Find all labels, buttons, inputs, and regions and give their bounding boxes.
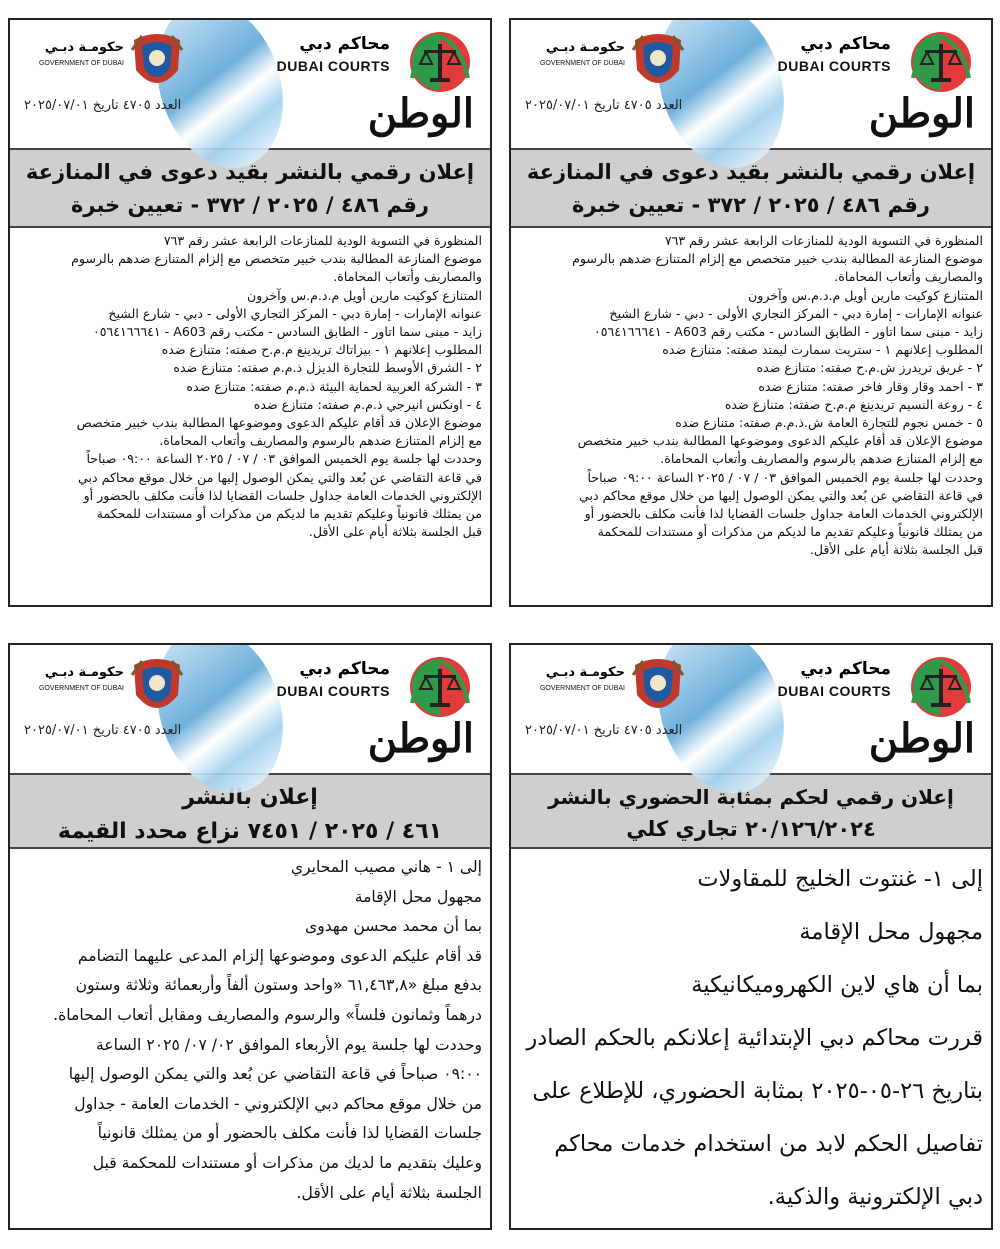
government-name-en: GOVERNMENT OF DUBAI (539, 685, 625, 692)
newspaper-masthead: الوطن (868, 90, 975, 137)
notice-body-line: والمصاريف وأتعاب المحاماة. (333, 269, 482, 285)
notice-panel-2 (8, 18, 492, 607)
falcon-emblem-icon (128, 655, 186, 723)
courts-name-ar: محاكم دبي (299, 659, 390, 679)
issue-number-date: العدد ٤٧٠٥ تاريخ ٢٠٢٥/٠٧/٠١ (525, 98, 683, 113)
notice-body-line: موضوع المنازعة المطالبة بندب خبير متخصص مع إلزام المتنازع ضدهم بالرسوم (572, 251, 983, 267)
notice-body-line: قبل الجلسة بثلاثة أيام على الأقل. (308, 524, 482, 540)
newspaper-masthead: الوطن (367, 90, 474, 137)
courts-name-ar: محاكم دبي (800, 659, 891, 679)
government-name-en: GOVERNMENT OF DUBAI (539, 60, 625, 67)
notice-body-line: من خلال موقع محاكم دبي الإلكتروني - الخدمات العامة - جداول (74, 1094, 482, 1113)
courts-name-en: DUBAI COURTS (777, 58, 891, 74)
notice-body-line: الإلكتروني الخدمات العامة جداول جلسات القضايا لذا فأنت مكلف بالحضور أو (584, 506, 983, 522)
notice-body-line: ٢ - غريق تريدرز ش.م.ح صفته: متنازع ضده (756, 360, 983, 376)
notice-body-line: تفاصيل الحكم لابد من استخدام خدمات محاكم (554, 1131, 983, 1157)
notice-body-line: ٢ - الشرق الأوسط للتجارة الديزل ذ.م.م صفته: متنازع ضده (173, 360, 482, 376)
notice-body-line: إلى ١ - هاني مصيب المحايري (290, 858, 482, 876)
notice-title-line-2: ٤٦١ / ٢٠٢٥ / ٧٤٥١ نزاع محدد القيمة (57, 819, 443, 844)
notice-body-line: المطلوب إعلانهم ١ - بيزاتاك تريدينغ م.م.ح صفته: متنازع ضده (161, 342, 482, 358)
notice-body (10, 849, 490, 1212)
notice-body-line: والمصاريف وأتعاب المحاماة. (834, 269, 983, 285)
notice-body-line: ٣ - الشركة العربية لحماية البيئة ذ.م.م صفته: متنازع ضده (186, 378, 482, 394)
notice-body-line: في قاعة التقاضي عن بُعد والتي يمكن الوصول إليها من خلال موقع محاكم دبي (579, 487, 983, 503)
dubai-courts-logo (779, 28, 979, 98)
notice-body-line: المتنازع كوكيت مارين أويل م.د.م.س وآخرون (748, 287, 983, 303)
notice-body-line: بتاريخ ٢٦-٠٥-٢٠٢٥ بمثابة الحضوري، للإطلاع على (532, 1078, 983, 1104)
notice-body-line: في قاعة التقاضي عن بُعد والتي يمكن الوصول إليها من خلال موقع محاكم دبي (78, 469, 482, 485)
notice-body-line: مع إلزام المتنازع ضدهم بالرسوم والمصاريف وأتعاب المحاماة. (159, 433, 482, 449)
issue-number-date: العدد ٤٧٠٥ تاريخ ٢٠٢٥/٠٧/٠١ (24, 98, 182, 113)
notice-body-line: عنوانه الإمارات - إمارة دبي - المركز التجاري الأولى - دبي - شارع الشيخ (108, 305, 482, 321)
government-name-en: GOVERNMENT OF DUBAI (38, 60, 124, 67)
notice-panel-1 (509, 18, 993, 607)
notice-body-line: موضوع المنازعة المطالبة بندب خبير متخصص مع إلزام المتنازع ضدهم بالرسوم (71, 251, 482, 267)
government-name-ar: حكومـة دبـي (44, 40, 124, 55)
scales-of-justice-icon (400, 28, 478, 96)
notice-body (10, 228, 490, 545)
newspaper-masthead: الوطن (367, 715, 474, 762)
courts-name-en: DUBAI COURTS (777, 683, 891, 699)
government-name-en: GOVERNMENT OF DUBAI (38, 685, 124, 692)
government-of-dubai-logo (20, 655, 200, 725)
notice-title-line-2: رقم ٤٨٦ / ٢٠٢٥ / ٣٧٢ - تعيين خبرة (571, 193, 930, 217)
notice-body-line: المنظورة في التسوية الودية للمنازعات الرابعة عشر رقم ٧٦٣ (163, 233, 482, 248)
government-of-dubai-logo (521, 30, 701, 100)
notice-body-line: عنوانه الإمارات - إمارة دبي - المركز التجاري الأولى - دبي - شارع الشيخ (609, 305, 983, 321)
notice-panel-4 (509, 643, 993, 1230)
notice-body-line: ٤ - اونكس انيرجي ذ.م.م صفته: متنازع ضده (253, 396, 482, 412)
dubai-courts-logo (278, 28, 478, 98)
notice-body-line: بما أن محمد محسن مهدوى (305, 917, 482, 936)
government-name-ar: حكومـة دبـي (545, 665, 625, 680)
notice-header (10, 645, 490, 773)
notice-body-line: مع إلزام المتنازع ضدهم بالرسوم والمصاريف وأتعاب المحاماة. (660, 451, 983, 467)
notice-title-line-1: إعلان رقمي لحكم بمثابة الحضوري بالنشر (548, 785, 954, 809)
notice-body-line: قد أقام عليكم الدعوى وموضوعها إلزام المدعى عليهما التضامم (77, 946, 482, 965)
notice-body-line: وعليك بتقديم ما لديك من مذكرات أو مستندات للمحكمة قبل (92, 1153, 482, 1172)
newspaper-masthead: الوطن (868, 715, 975, 762)
courts-name-ar: محاكم دبي (800, 34, 891, 54)
notice-body-line: ٥ - خمس نجوم للتجارة العامة ش.ذ.م.م صفته: متنازع ضده (675, 415, 983, 431)
notice-body-line: زايد - مبنى سما اتاور - الطابق السادس - مكتب رقم A603 - ٠٥٦٤١٦٦٦٤١ (593, 324, 983, 340)
notice-body-line: ٠٩:٠٠ صباحاً في قاعة التقاضي عن بُعد والتي يمكن الوصول إليها (68, 1065, 482, 1084)
notice-title-line-2: رقم ٤٨٦ / ٢٠٢٥ / ٣٧٢ - تعيين خبرة (70, 193, 429, 217)
dubai-courts-logo (779, 653, 979, 723)
notice-title-line-1: إعلان رقمي بالنشر بقيد دعوى في المنازعة (25, 160, 475, 184)
government-of-dubai-logo (20, 30, 200, 100)
notice-body-line: قبل الجلسة بثلاثة أيام على الأقل. (809, 542, 983, 558)
notice-body-line: زايد - مبنى سما اتاور - الطابق السادس - مكتب رقم A603 - ٠٥٦٤١٦٦٦٤١ (92, 324, 482, 340)
notice-body-line: موضوع الإعلان قد أقام عليكم الدعوى وموضوعها المطالبة بندب خبير متخصص (76, 415, 482, 431)
notice-body-line: وحددت لها جلسة يوم الأربعاء الموافق ٠٢/ ٠٧/ ٢٠٢٥ الساعة (95, 1035, 482, 1054)
notice-body-line: المطلوب إعلانهم ١ - ستريت سمارت ليمتد صفته: متنازع ضده (662, 342, 983, 358)
notice-body-line: الجلسة بثلاثة أيام على الأقل. (296, 1183, 482, 1202)
notice-body-line: الإلكتروني الخدمات العامة جداول جلسات القضايا لذا فأنت مكلف بالحضور أو (83, 487, 482, 503)
notice-body-line: جلسات القضايا لذا فأنت مكلف بالحضور أو من يمثلك قانونياً (97, 1124, 482, 1143)
notice-body-line: دبي الإلكترونية والذكية. (767, 1184, 983, 1210)
notice-body-line: بما أن هاي لاين الكهروميكانيكية (691, 972, 983, 998)
notice-header (511, 20, 991, 148)
notice-body-line: قررت محاكم دبي الإبتدائية إعلانكم بالحكم الصادر (526, 1025, 983, 1051)
courts-name-ar: محاكم دبي (299, 34, 390, 54)
notice-title-line-2: ٢٠/١٢٦/٢٠٢٤ تجاري كلي (626, 817, 876, 841)
dubai-courts-logo (278, 653, 478, 723)
notice-body-line: وحددت لها جلسة يوم الخميس الموافق ٠٣ / ٠٧ / ٢٠٢٥ الساعة ٠٩:٠٠ صباحاً (587, 469, 983, 485)
notice-body-line: موضوع الإعلان قد أقام عليكم الدعوى وموضوعها المطالبة بندب خبير متخصص (577, 433, 983, 449)
notice-body-line: إلى ١- غنتوت الخليج للمقاولات (697, 866, 983, 892)
notice-body (511, 849, 991, 1228)
notice-header (10, 20, 490, 148)
courts-name-en: DUBAI COURTS (276, 58, 390, 74)
notice-body-line: مجهول محل الإقامة (354, 887, 482, 906)
notice-body-line: بدفع مبلغ «٦١,٤٦٣,٨ «واحد وستون ألفاً وأربعمائة وثلاثة وستون (75, 976, 482, 995)
government-name-ar: حكومـة دبـي (545, 40, 625, 55)
notice-body-line: ٣ - احمد وقار وقار فاخر صفته: متنازع ضده (758, 378, 983, 394)
issue-number-date: العدد ٤٧٠٥ تاريخ ٢٠٢٥/٠٧/٠١ (24, 723, 182, 738)
notice-body-line: مجهول محل الإقامة (799, 919, 983, 945)
notice-title-line-1: إعلان رقمي بالنشر بقيد دعوى في المنازعة (526, 160, 976, 184)
notice-header (511, 645, 991, 773)
notice-title-line-1: إعلان بالنشر (182, 785, 318, 810)
notice-body (511, 228, 991, 564)
scales-of-justice-icon (901, 28, 979, 96)
falcon-emblem-icon (629, 30, 687, 98)
notice-body-line: المتنازع كوكيت مارين أويل م.د.م.س وآخرون (247, 287, 482, 303)
notice-body-line: من يمثلك قانونياً وعليكم تقديم ما لديكم من مذكرات أو مستندات للمحكمة (597, 524, 983, 540)
notice-body-line: درهماً وثمانون فلساً» والرسوم والمصاريف ومقابل أتعاب المحاماة. (53, 1005, 482, 1024)
government-name-ar: حكومـة دبـي (44, 665, 124, 680)
notice-body-line: من يمثلك قانونياً وعليكم تقديم ما لديكم من مذكرات أو مستندات للمحكمة (96, 506, 482, 522)
notice-body-line: المنظورة في التسوية الودية للمنازعات الرابعة عشر رقم ٧٦٣ (664, 233, 983, 248)
issue-number-date: العدد ٤٧٠٥ تاريخ ٢٠٢٥/٠٧/٠١ (525, 723, 683, 738)
scales-of-justice-icon (400, 653, 478, 721)
notice-body-line: ٤ - روعة النسيم تريدينغ م.م.ح صفته: متنازع ضده (724, 396, 983, 412)
scales-of-justice-icon (901, 653, 979, 721)
government-of-dubai-logo (521, 655, 701, 725)
notice-panel-3 (8, 643, 492, 1230)
notice-body-line: وحددت لها جلسة يوم الخميس الموافق ٠٣ / ٠٧ / ٢٠٢٥ الساعة ٠٩:٠٠ صباحاً (86, 451, 482, 467)
falcon-emblem-icon (629, 655, 687, 723)
courts-name-en: DUBAI COURTS (276, 683, 390, 699)
falcon-emblem-icon (128, 30, 186, 98)
